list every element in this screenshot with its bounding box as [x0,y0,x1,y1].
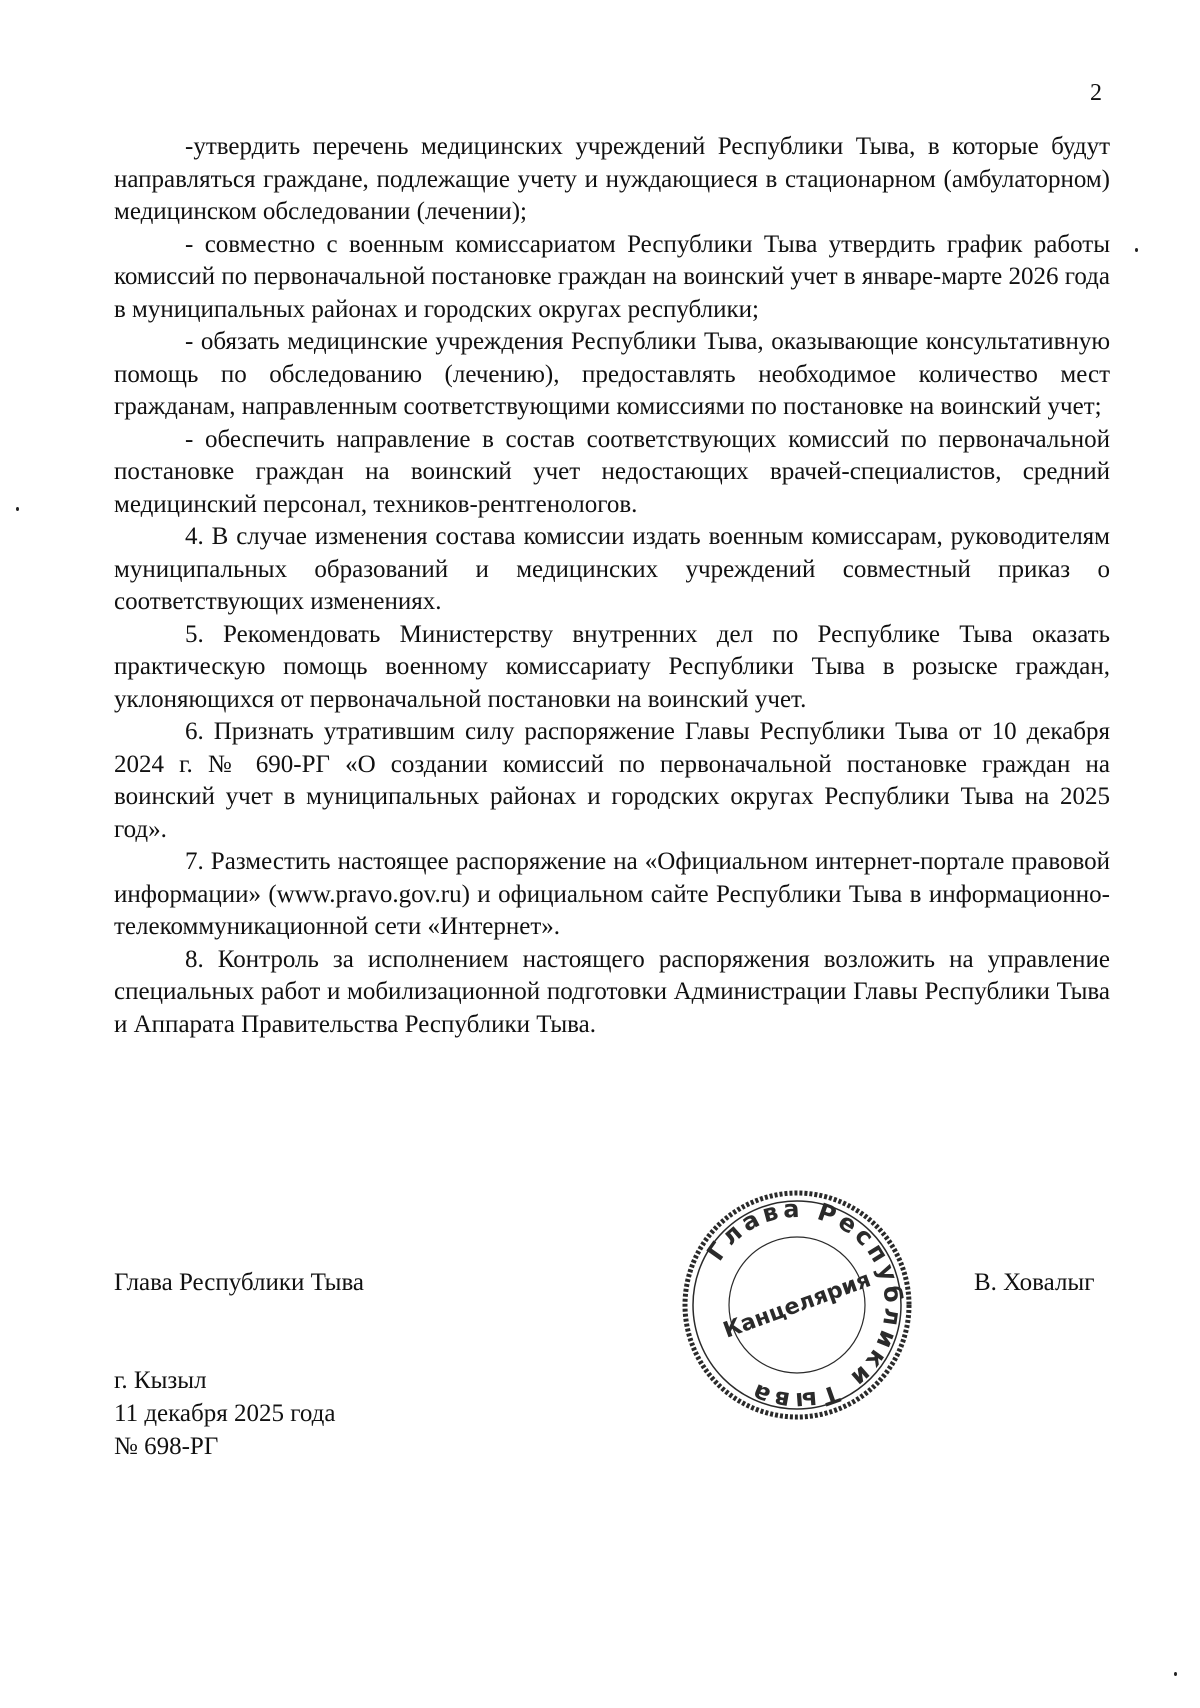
seal-center-text: Канцелярия [720,1267,875,1344]
city-line: г. Кызыл [114,1367,207,1394]
official-seal [672,1180,922,1430]
scan-speck [16,507,19,511]
place-date-block [114,1364,335,1463]
signer-name: В. Ховалыг [974,1269,1095,1296]
seal-stamp-graphic [672,1180,922,1430]
document-number: № 698-РГ [114,1433,219,1460]
scan-speck [1174,1672,1177,1676]
signer-title: Глава Республики Тыва [114,1269,365,1296]
paragraph-schedule: - совместно с военным комиссариатом Республики Тыва утвердить график работы комиссий по первоначальной постановке граждан на воинский учет в январе-марте 2026 года в муниципальных районах и городских округах республики; [114,230,1110,323]
paragraph-item-6: 6. Признать утратившим силу распоряжение Главы Республики Тыва от 10 декабря 2024 г. № 690-РГ «О создании комиссий по первоначальной постановке граждан на воинский учет в муниципальных районах и городских округах Республики Тыва на 2025 год». [114,718,1110,843]
seal-ring-text: Глава Республики Тыва [701,1194,908,1416]
scan-speck [1135,248,1138,252]
paragraph-item-8: 8. Контроль за исполнением настоящего распоряжения возложить на управление специальных работ и мобилизационной подготовки Администрации Главы Республики Тыва и Аппарата Правительства Республики Тыва. [114,945,1110,1038]
paragraph-item-5: 5. Рекомендовать Министерству внутренних дел по Республике Тыва оказать практическую помощь военному комиссариату Республики Тыва в розыске граждан, уклоняющихся от первоначальной постановки на воинский учет. [114,620,1110,713]
page-number: 2 [1090,80,1102,106]
paragraph-item-4: 4. В случае изменения состава комиссии издать военным комиссарам, руководителям муниципальных образований и медицинских учреждений совместный приказ о соответствующих изменениях. [114,523,1110,615]
date-line: 11 декабря 2025 года [114,1400,336,1427]
paragraph-approve-list: -утвердить перечень медицинских учреждений Республики Тыва, в которые будут направляться граждане, подлежащие учету и нуждающиеся в стационарном (амбулаторном) медицинском обследовании (лечении); [114,133,1110,225]
paragraph-item-7: 7. Разместить настоящее распоряжение на «Официальном интернет-портале правовой информации» (www.pravo.gov.ru) и официальном сайте Республики Тыва в информационно-телекоммуникационной сети «Интернет». [114,848,1110,940]
document-body [114,131,1110,1041]
paragraph-ensure-staff: - обеспечить направление в состав соответствующих комиссий по первоначальной постановке граждан на воинский учет недостающих врачей-специалистов, средний медицинский персонал, техников-рентгенологов. [114,425,1110,518]
paragraph-oblige-medical: - обязать медицинские учреждения Республики Тыва, оказывающие консультативную помощь по обследованию (лечению), предоставлять необходимое количество мест гражданам, направленным соответствующими комиссиями по постановке на воинский учет; [114,328,1110,420]
